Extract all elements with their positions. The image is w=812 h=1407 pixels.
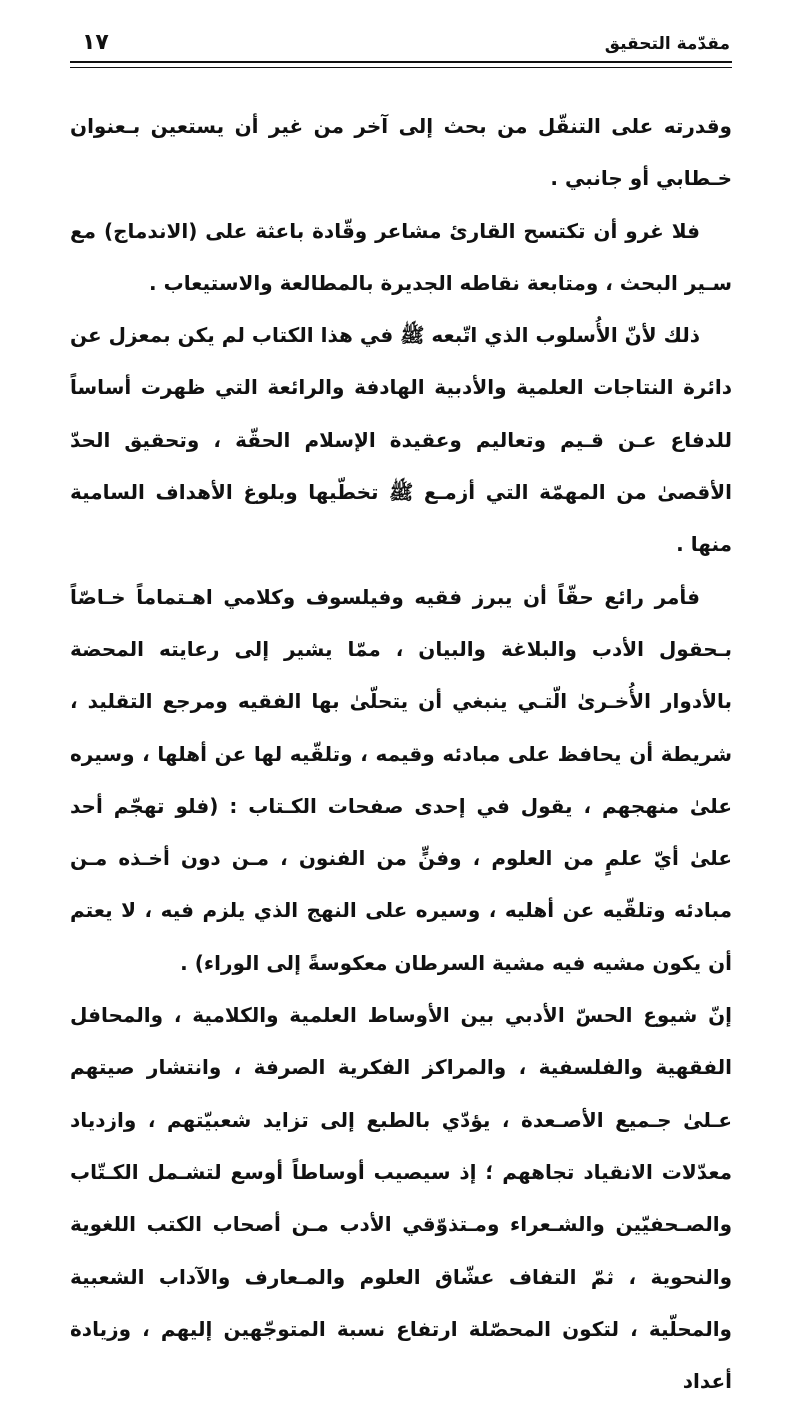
- paragraph-3: ذلك لأنّ الأُسلوب الذي اتّبعه ﷺ في هذا الكتاب لم يكن بمعزل عن دائرة النتاجات العلمية والأدبية الهادفة والرائعة التي ظهرت أساساً للدفاع عـن قـيم وتعاليم وعقيدة الإسلام الحقّة ، وتحقيق الحدّ الأقصىٰ من المهمّة التي أزمـع ﷺ تخطّيها وبلوغ الأهداف السامية منها .: [70, 323, 732, 557]
- paragraph-5: إنّ شيوع الحسّ الأدبي بين الأوساط العلمية والكلامية ، والمحافل الفقهية والفلسفية ، والمراكز الفكرية الصرفة ، وانتشار صيتهم عـلىٰ جـميع الأصـعدة ، يؤدّي بالطبع إلى تزايد شعبيّتهم ، وازدياد معدّلات الانقياد تجاههم ؛ إذ سيصيب أوساطاً أوسع لتشـمل الكـتّاب والصـحفيّين والشـعراء ومـتذوّقي الأدب مـن أصحاب الكتب اللغوية والنحوية ، ثمّ التفاف عشّاق العلوم والمـعارف والآداب الشعبية والمحلّية ، لتكون المحصّلة ارتفاع نسبة المتوجّهين إليهم ، وزيادة أعداد: [70, 1003, 732, 1394]
- paragraph-1: وقدرته على التنقّل من بحث إلى آخر من غير أن يستعين بـعنوان خـطابي أو جانبي .: [70, 114, 732, 191]
- header-title: مقدّمة التحقيق: [604, 34, 730, 54]
- paragraph-4: فأمر رائع حقّاً أن يبرز فقيه وفيلسوف وكلامي اهـتماماً خـاصّاً بـحقول الأدب والبلاغة والبيان ، ممّا يشير إلى رعايته المحضة بالأدوار الأُخـرىٰ الّتـي ينبغي أن يتحلّىٰ بها الفقيه ومرجع التقليد ، شريطة أن يحافظ على مبادئه وقيمه ، وتلقّيه لها عن أهلها ، وسيره علىٰ منهجهم ، يقول في إحدى صفحات الكـتاب : (فلو تهجّم أحد علىٰ أيّ علمٍ من العلوم ، وفنٍّ من الفنون ، مـن دون أخـذه مـن مبادئه وتلقّيه عن أهليه ، وسيره على النهج الذي يلزم فيه ، لا يعتم أن يكون مشيه فيه مشية السرطان معكوسةً إلى الوراء) .: [70, 584, 732, 975]
- header-rule-thin: [70, 67, 732, 68]
- body-text: [70, 100, 732, 1407]
- page-number: ١٧: [82, 30, 109, 55]
- paragraph-2: فلا غرو أن تكتسح القارئ مشاعر وقّادة باعثة على (الاندماج) مع سـير البحث ، ومتابعة نقاطه الجديرة بالمطالعة والاستيعاب .: [70, 218, 732, 295]
- running-header: [70, 32, 730, 62]
- header-rule-thick: [70, 61, 732, 63]
